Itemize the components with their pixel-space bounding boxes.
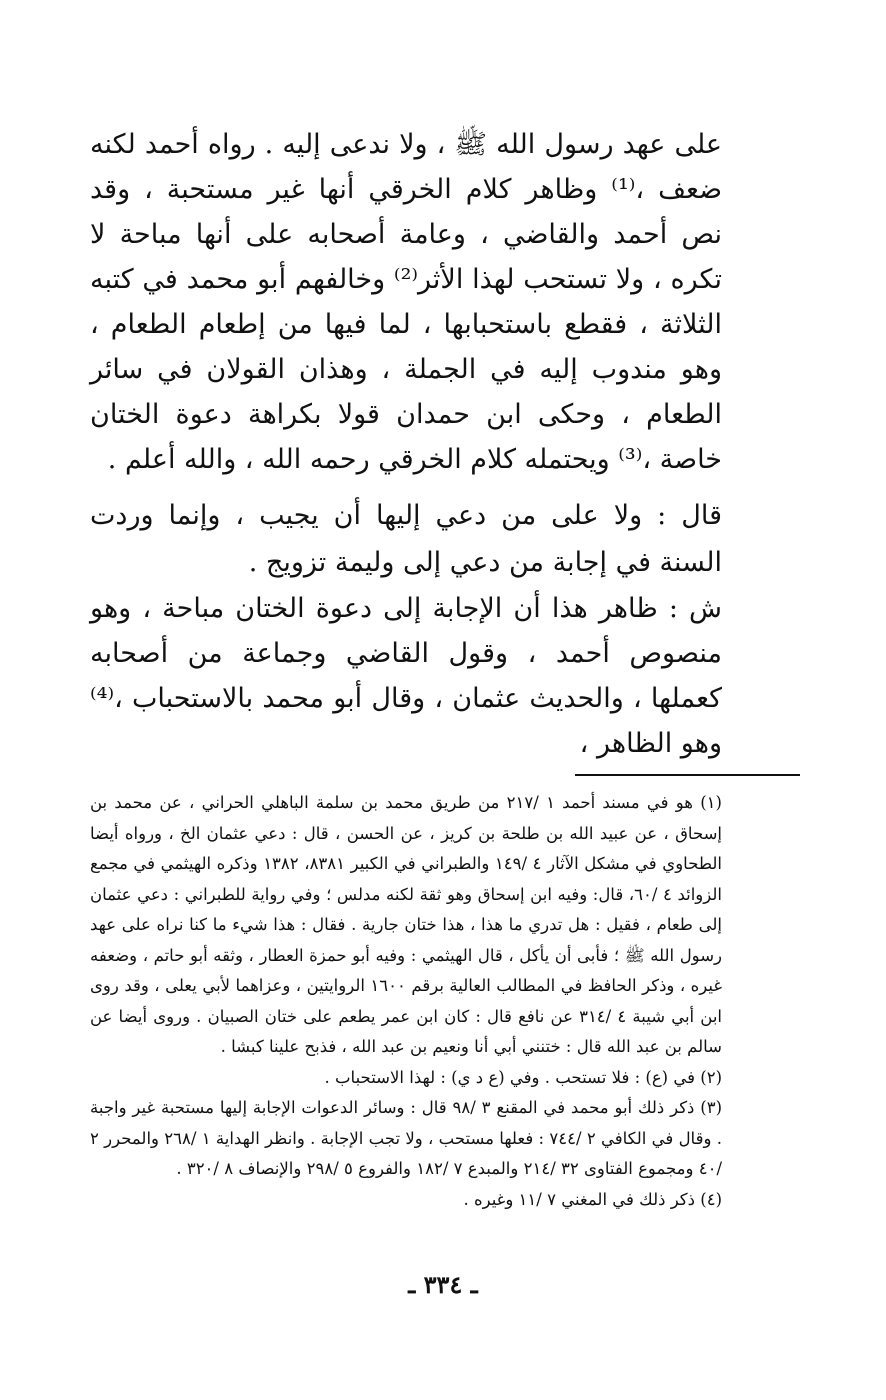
page-number: ـ ٣٣٤ ـ — [408, 1270, 478, 1299]
footnote-3: (٣) ذكر ذلك أبو محمد في المقنع ٣ /٩٨ قال : وسائر الدعوات الإجابة إليها مستحبة غير واجبة . وقال في الكافي ٢ /٧٤٤ : فعلها مستحب ، ولا تجب الإجابة . وانظر الهداية ١ /٢٦٨ والمحرر ٢ /٤٠ ومجموع الفتاوى ٣٢ /٢١٤ والمبدع ٧ /١٨٢ والفروع ٥ /٢٩٨ والإنصاف ٨ /٣٢٠ . — [90, 1098, 722, 1178]
footnote-2: (٢) في (ع) : فلا تستحب . وفي (ع د ي) : لهذا الاستحباب . — [324, 1067, 722, 1087]
main-paragraph-1: على عهد رسول الله ﷺ ، ولا ندعى إليه . رواه أحمد لكنه ضعف ،⁽¹⁾ وظاهر كلام الخرقي أنها غير مستحبة ، وقد نص أحمد والقاضي ، وعامة أصحابه على أنها مباحة لا تكره ، ولا تستحب لهذا الأثر⁽²⁾ وخالفهم أبو محمد في كتبه الثلاثة ، فقطع باستحبابها ، لما فيها من إطعام الطعام ، وهو مندوب إليه في الجملة ، وهذان القولان في سائر الطعام ، وحكى ابن حمدان قولا بكراهة دعوة الختان خاصة ،⁽³⁾ ويحتمله كلام الخرقي رحمه الله ، والله أعلم . — [90, 129, 722, 475]
footnote-separator — [575, 774, 800, 776]
main-text-body — [90, 122, 722, 766]
footnotes-section — [90, 788, 722, 1215]
main-paragraph-2: قال : ولا على من دعي إليها أن يجيب ، وإنما وردت السنة في إجابة من دعي إلى وليمة تزويج . — [90, 500, 722, 578]
footnote-1: (١) هو في مسند أحمد ١ /٢١٧ من طريق محمد بن سلمة الباهلي الحراني ، عن محمد بن إسحاق ، عن عبيد الله بن طلحة بن كريز ، عن الحسن ، قال : دعي عثمان الخ ، ورواه أيضا الطحاوي في مشكل الآثار ٤ /١٤٩ والطبراني في الكبير ٨٣٨١، ١٣٨٢ وذكره الهيثمي في مجمع الزوائد ٤ /٦٠، قال: وفيه ابن إسحاق وهو ثقة لكنه مدلس ؛ وفي رواية للطبراني : دعي عثمان إلى طعام ، فقيل : هل تدري ما هذا ، هذا ختان جارية . فقال : هذا شيء ما كنا نراه على عهد رسول الله ﷺ ؛ فأبى أن يأكل ، قال الهيثمي : وفيه أبو حمزة العطار ، وثقه أبو حاتم ، وضعفه غيره ، وذكر الحافظ في المطالب العالية برقم ١٦٠٠ الروايتين ، وعزاهما لأبي يعلى ، وقد روى ابن أبي شيبة ٤ /٣١٤ عن نافع قال : كان ابن عمر يطعم على ختان الصبيان . وروى أيضا عن سالم بن عبد الله قال : ختنني أبي أنا ونعيم بن عبد الله ، فذبح علينا كبشا . — [90, 793, 723, 1056]
footnote-4: (٤) ذكر ذلك في المغني ٧ /١١ وغيره . — [463, 1189, 722, 1209]
main-paragraph-3: ش : ظاهر هذا أن الإجابة إلى دعوة الختان مباحة ، وهو منصوص أحمد ، وقول القاضي وجماعة من أصحابه كعملها ، والحديث عثمان ، وقال أبو محمد بالاستحباب ،⁽⁴⁾ وهو الظاهر ، — [90, 593, 722, 759]
